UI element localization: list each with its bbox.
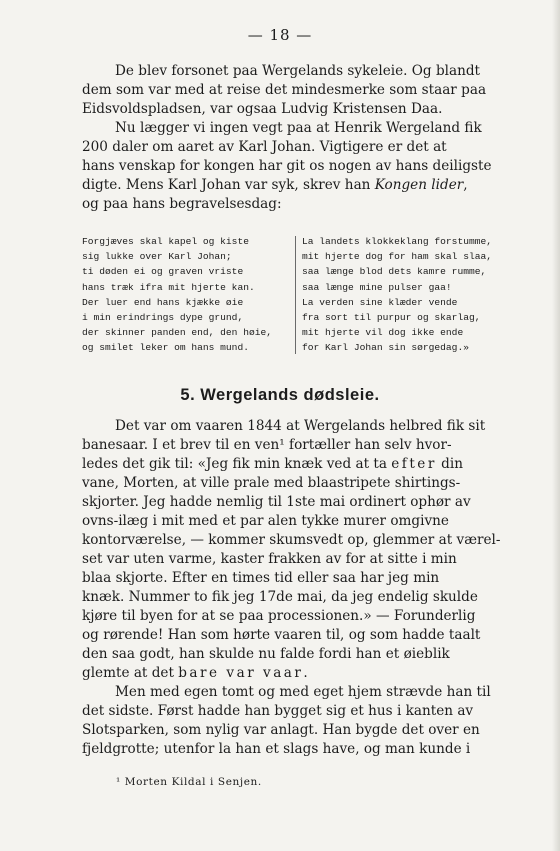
text-line: ovns-ilæg i mit med et par alen tykke murer omgivne	[82, 513, 449, 529]
text-line: blaa skjorte. Efter en times tid eller saa har jeg min	[82, 570, 440, 586]
page-number: — 18 —	[247, 26, 313, 44]
text-line: for Karl Johan sin sørgedag.»	[302, 342, 469, 354]
text-line: Men med egen tomt og med eget hjem strævde han til	[115, 684, 491, 700]
text-line: skjorter. Jeg hadde nemlig til 1ste mai ordinert ophør av	[82, 494, 471, 510]
text-line: La verden sine klæder vende	[302, 296, 458, 308]
text-line: Eidsvoldspladsen, var ogsaa Ludvig Kristensen Daa.	[82, 101, 443, 117]
text-line: glemte at det bare var vaar.	[82, 665, 308, 681]
spaced-emphasis: bare var vaar	[178, 665, 304, 681]
body-paragraph	[82, 417, 510, 759]
text-line: Forgjæves skal kapel og kiste	[82, 236, 249, 247]
intro-paragraph	[82, 62, 510, 214]
text-line: La landets klokkeklang forstumme,	[302, 236, 492, 247]
text-line: Nu lægger vi ingen vegt paa at Henrik Wergeland fik	[115, 120, 482, 136]
page-edge-shadow	[552, 0, 560, 851]
text-line: fjeldgrotte; utenfor la han et slags have, og man kunde i	[82, 741, 471, 757]
text-line: kontorværelse, — kommer skumsvedt op, glemmer at værel-	[82, 532, 501, 548]
text-line: Slotsparken, som nylig var anlagt. Han bygde det over en	[82, 722, 480, 738]
text-line: Der luer end hans kjække øie	[82, 296, 244, 308]
text-line: hans træk ifra mit hjerte kan.	[82, 281, 255, 293]
text-line: der skinner panden end, den høie,	[82, 327, 272, 339]
text-line: Det var om vaaren 1844 at Wergelands helbred fik sit	[115, 418, 486, 434]
text-line: mit hjerte dog for ham skal slaa,	[302, 251, 492, 263]
text-line: fra sort til purpur og skarlag,	[302, 312, 481, 324]
footnote: ¹ Morten Kildal i Senjen.	[116, 776, 262, 788]
text-line: den saa godt, han skulde nu falde fordi han et øieblik	[82, 646, 450, 662]
text-line: vane, Morten, at ville prale med blaastripete shirtings-	[82, 475, 461, 491]
text-line: ledes det gik til: «Jeg fik min knæk ved at ta efter din	[82, 456, 463, 472]
poem-left-column	[82, 234, 288, 356]
text-line: og paa hans begravelsesdag:	[82, 196, 282, 212]
section-heading: 5. Wergelands dødsleie.	[180, 386, 380, 404]
spaced-emphasis: efter	[391, 456, 437, 472]
text-line: set var uten varme, kaster frakken av for at sitte i min	[82, 551, 457, 567]
text-line: sig lukke over Karl Johan;	[82, 251, 232, 263]
italic-title: Kongen lider	[374, 177, 464, 193]
text-line: og rørende! Han som hørte vaaren til, og som hadde taalt	[82, 627, 481, 643]
text-line: ti døden ei og graven vriste	[82, 266, 244, 278]
text-line: saa længe mine pulser gaa!	[302, 281, 452, 293]
text-line: digte. Mens Karl Johan var syk, skrev han Kongen lider,	[82, 177, 468, 193]
text-line: og smilet leker om hans mund.	[82, 342, 249, 354]
text-line: saa længe blod dets kamre rumme,	[302, 266, 487, 278]
poem-column-divider	[295, 236, 296, 354]
text-line: knæk. Nummer to fik jeg 17de mai, da jeg endelig skulde	[82, 589, 478, 605]
text-line: dem som var med at reise det mindesmerke som staar paa	[82, 82, 487, 98]
text-line: kjøre til byen for at se paa processionen.» — Forunderlig	[82, 608, 476, 624]
text-line: i min erindrings dype grund,	[82, 312, 244, 324]
text-line: 200 daler om aaret av Karl Johan. Vigtigere er det at	[82, 139, 447, 155]
text-line: det sidste. Først hadde han bygget sig et hus i kanten av	[82, 703, 474, 719]
text-line: De blev forsonet paa Wergelands sykeleie. Og blandt	[115, 63, 481, 79]
poem-right-column	[302, 234, 512, 356]
text-line: mit hjerte vil dog ikke ende	[302, 327, 464, 339]
text-line: banesaar. I et brev til en ven¹ fortæller han selv hvor-	[82, 437, 452, 453]
text-line: hans venskap for kongen har git os nogen av hans deiligste	[82, 158, 492, 174]
